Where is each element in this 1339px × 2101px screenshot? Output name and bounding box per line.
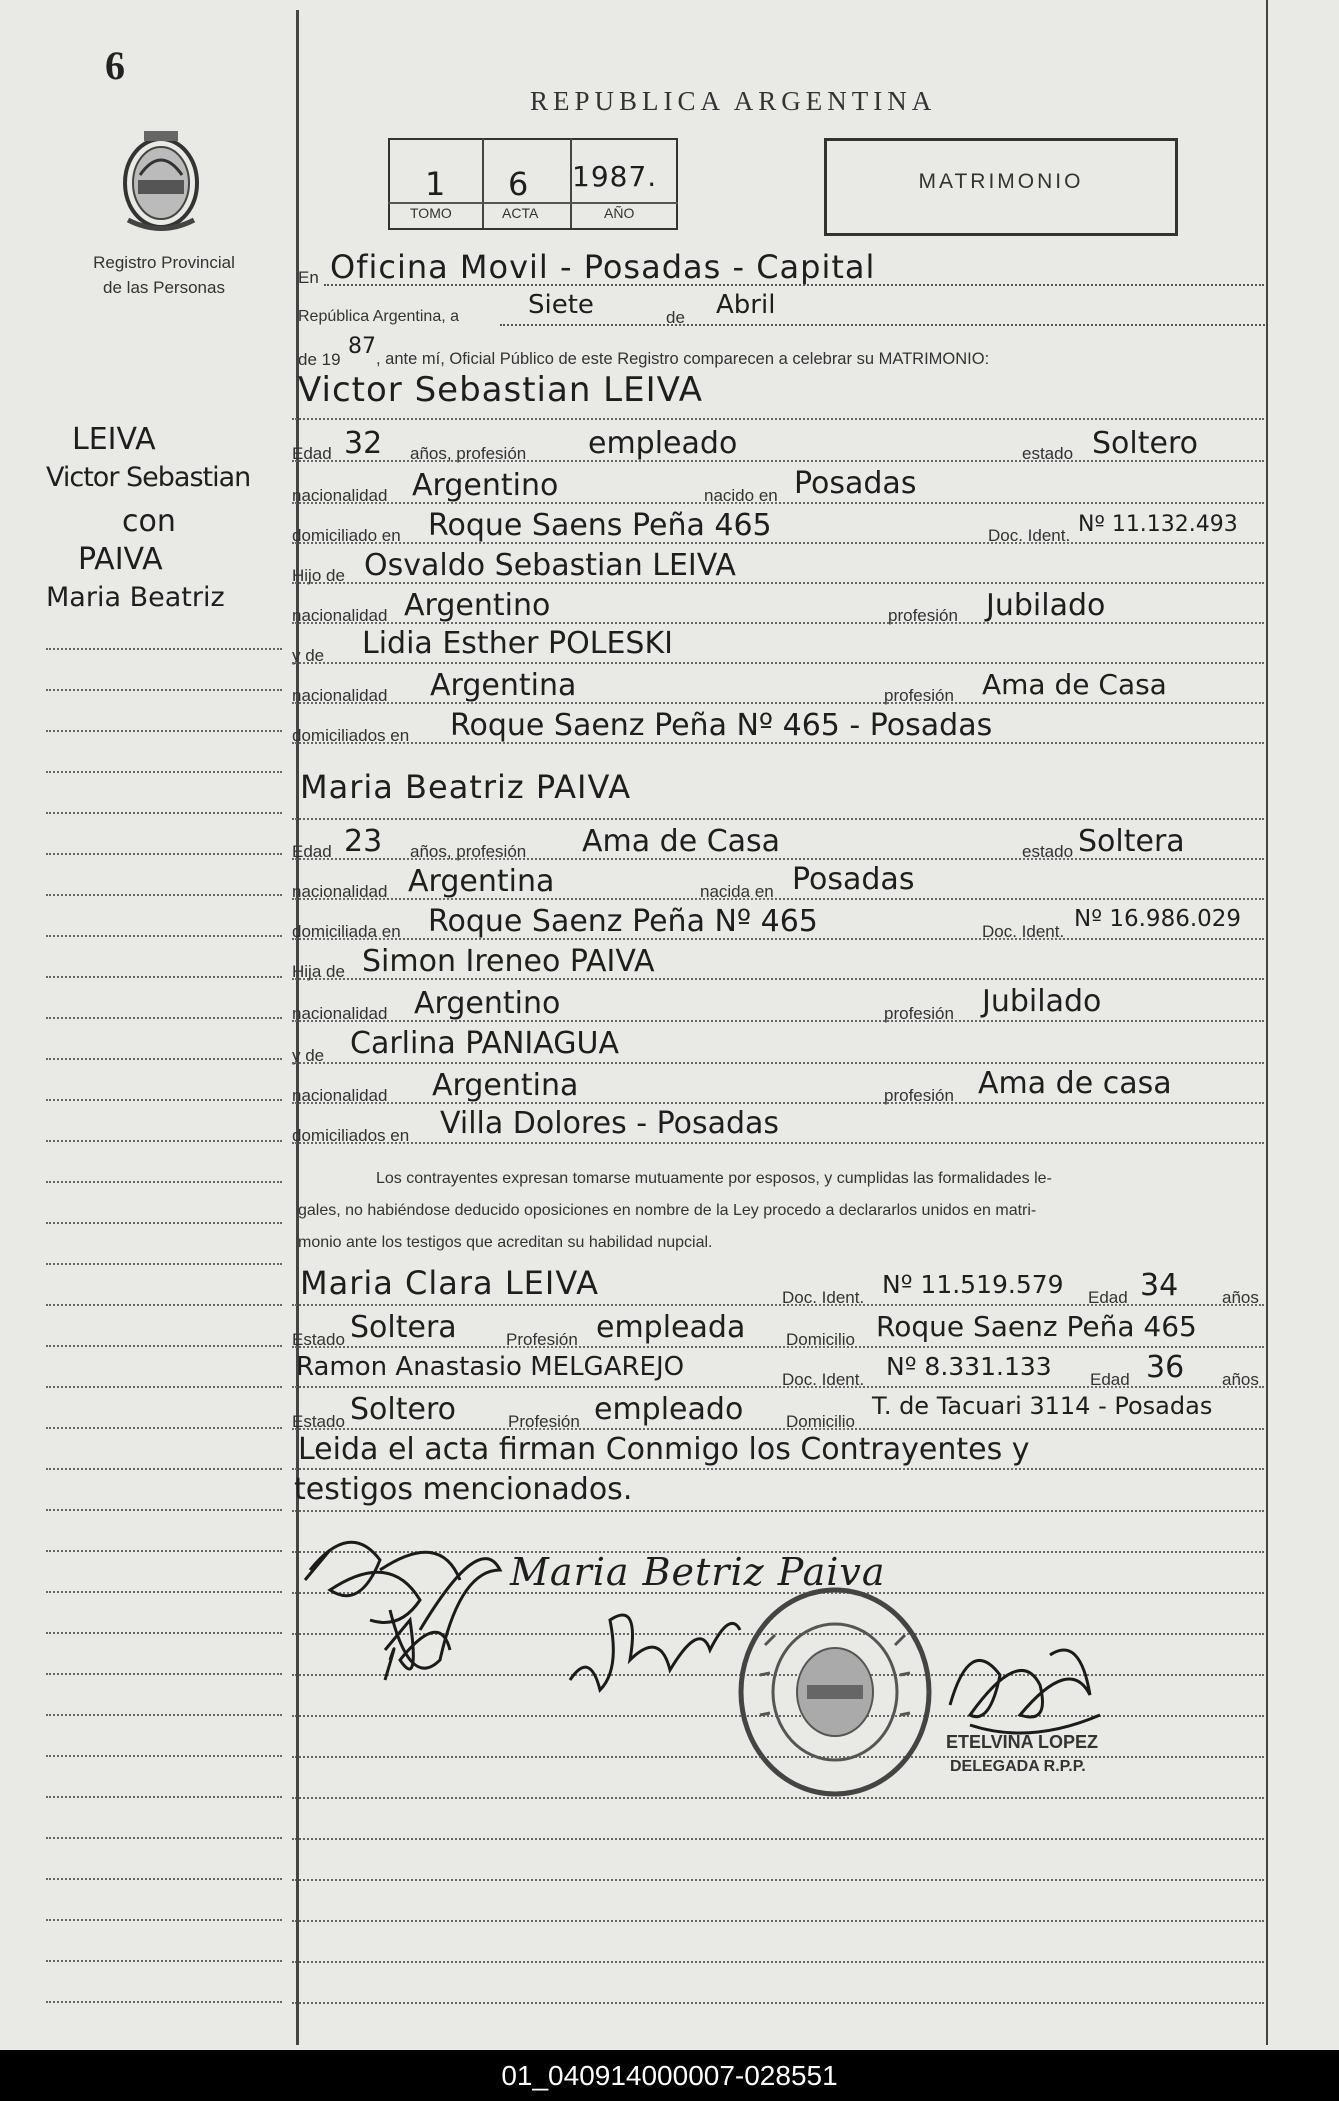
- groom-mother-profession: Ama de Casa: [982, 668, 1167, 701]
- tomo-label: TOMO: [410, 205, 452, 221]
- margin-rule: [46, 1140, 282, 1142]
- margin-rule: [46, 1632, 282, 1634]
- officer-name: ETELVINA LOPEZ: [946, 1732, 1099, 1752]
- country-title: REPUBLICA ARGENTINA: [530, 86, 937, 116]
- bride-anos-label: años, profesión: [410, 842, 527, 861]
- acta-label: ACTA: [502, 205, 539, 221]
- margin-rule: [46, 976, 282, 978]
- margin-rule: [46, 1222, 282, 1224]
- statement: , ante mí, Oficial Público de este Registro comparecen a celebrar su MATRIMONIO:: [376, 350, 990, 368]
- margin-rule: [46, 689, 282, 691]
- margin-rule: [46, 894, 282, 896]
- margin-rule: [46, 1427, 282, 1429]
- year-prefix: de 19: [298, 350, 341, 369]
- margin-rule: [46, 730, 282, 732]
- margin-rule: [46, 1714, 282, 1716]
- bride-name-line: [292, 818, 1264, 820]
- margin-rule: [46, 1386, 282, 1388]
- bride-domiciliados-label: domiciliados en: [292, 1126, 410, 1145]
- bride-nat-line: [292, 898, 1264, 900]
- place-line: [324, 284, 1264, 286]
- bride-father-nationality: Argentino: [414, 986, 561, 1021]
- groom-mother-nat-line: [292, 702, 1264, 704]
- groom-name: Victor Sebastian LEIVA: [298, 370, 703, 410]
- groom-father-prof-label: profesión: [888, 606, 958, 625]
- bride-nacida-label: nacida en: [700, 882, 774, 901]
- groom-doc: Nº 11.132.493: [1078, 512, 1238, 537]
- bride-nacionalidad-label: nacionalidad: [292, 882, 388, 901]
- margin-note-surname: LEIVA: [72, 422, 156, 457]
- registry-line-1: Registro Provincial: [93, 253, 235, 272]
- page-number: 6: [105, 43, 125, 88]
- bride-father-nac-label: nacionalidad: [292, 1004, 388, 1023]
- margin-rule: [46, 1837, 282, 1839]
- bride-profession: Ama de Casa: [582, 824, 781, 859]
- witness2-anos-label: años: [1222, 1370, 1259, 1389]
- date-line: [500, 324, 1265, 326]
- witness1-edad-label: Edad: [1088, 1288, 1128, 1307]
- witness2-estado-label: Estado: [292, 1412, 345, 1431]
- groom-nationality: Argentino: [412, 468, 559, 503]
- margin-rule: [46, 1304, 282, 1306]
- year-suffix: 87: [348, 334, 376, 359]
- witness2-edad-label: Edad: [1090, 1370, 1130, 1389]
- bride-name: Maria Beatriz PAIVA: [300, 768, 632, 806]
- witness1-status: Soltera: [350, 1310, 457, 1345]
- witness1-name: Maria Clara LEIVA: [300, 1264, 600, 1302]
- witness1-estado-label: Estado: [292, 1330, 345, 1349]
- body-rule: [292, 1838, 1264, 1840]
- groom-name-line: [292, 418, 1264, 420]
- bride-dom-line: [292, 938, 1264, 940]
- groom-edad-label: Edad: [292, 444, 332, 463]
- groom-status: Soltero: [1092, 426, 1198, 461]
- bride-father: Simon Ireneo PAIVA: [362, 944, 655, 979]
- closing-line-1: Leida el acta firman Conmigo los Contrayentes y: [298, 1432, 1030, 1467]
- registry-name: [70, 250, 258, 300]
- margin-rule: [46, 1058, 282, 1060]
- margin-rule: [46, 1796, 282, 1798]
- margin-rule: [46, 2001, 282, 2003]
- margin-rule: [46, 1468, 282, 1470]
- groom-parents-line: [292, 742, 1264, 744]
- witness2-doc-label: Doc. Ident.: [782, 1370, 865, 1389]
- bride-status: Soltera: [1078, 824, 1185, 859]
- witness2-line-2: [292, 1428, 1264, 1430]
- bride-address: Roque Saenz Peña Nº 465: [428, 904, 818, 939]
- officer-title: DELEGADA R.P.P.: [950, 1758, 1086, 1775]
- margin-rule: [46, 812, 282, 814]
- month: Abril: [716, 290, 776, 320]
- bride-mother-prof-label: profesión: [884, 1086, 954, 1105]
- body-rule: [292, 1879, 1264, 1881]
- groom-mother-prof-label: profesión: [884, 686, 954, 705]
- witness2-line: [292, 1386, 1264, 1388]
- republic-label: República Argentina, a: [298, 308, 459, 325]
- witness2-status: Soltero: [350, 1392, 456, 1427]
- bride-age-line: [292, 858, 1264, 860]
- body-rule: [292, 2002, 1264, 2004]
- declaration-line-2: gales, no habiéndose deducido oposiciones en nombre de la Ley procedo a declararlos unidos en matri-: [298, 1202, 1037, 1219]
- groom-anos-label: años, profesión: [410, 444, 527, 463]
- margin-note-bride-surname: PAIVA: [78, 542, 163, 577]
- acta-value: 6: [508, 165, 530, 203]
- groom-mother-nac-label: nacionalidad: [292, 686, 388, 705]
- margin-note-con: con: [122, 504, 176, 539]
- witness1-profession: empleada: [596, 1310, 746, 1345]
- closing-line-1-rule: [292, 1468, 1264, 1470]
- margin-rule: [46, 1345, 282, 1347]
- groom-domiciliado-label: domiciliado en: [292, 526, 401, 545]
- declaration-line-3: monio ante los testigos que acreditan su habilidad nupcial.: [298, 1234, 713, 1251]
- margin-rule: [46, 1591, 282, 1593]
- witness2-dom-label: Domicilio: [786, 1412, 855, 1431]
- groom-father-nat-line: [292, 622, 1264, 624]
- witness1-doc: Nº 11.519.579: [882, 1270, 1064, 1299]
- bride-father-nat-line: [292, 1020, 1264, 1022]
- witness2-age: 36: [1146, 1350, 1185, 1385]
- margin-rule: [46, 771, 282, 773]
- groom-domiciliados-label: domiciliados en: [292, 726, 410, 745]
- groom-age-line: [292, 460, 1264, 462]
- margin-rule: [46, 1263, 282, 1265]
- bride-mother: Carlina PANIAGUA: [350, 1026, 619, 1061]
- bride-doc-label: Doc. Ident.: [982, 922, 1065, 941]
- footer-id: 01_040914000007-028551: [0, 2050, 1339, 2101]
- en-label: En: [298, 268, 319, 287]
- bride-father-profession: Jubilado: [982, 984, 1102, 1019]
- bride-yde-label: y de: [292, 1046, 325, 1065]
- groom-nacido-label: nacido en: [704, 486, 778, 505]
- witness1-line: [292, 1304, 1264, 1306]
- body-rule: [292, 1961, 1264, 1963]
- groom-mother-nationality: Argentina: [430, 668, 577, 703]
- margin-rule: [46, 1550, 282, 1552]
- groom-hijo-label: Hijo de: [292, 566, 345, 585]
- groom-doc-label: Doc. Ident.: [988, 526, 1071, 545]
- bride-father-line: [292, 978, 1264, 980]
- bride-signature: Maria Betriz Paiva: [510, 1550, 886, 1594]
- groom-father-profession: Jubilado: [986, 588, 1106, 623]
- groom-mother: Lidia Esther POLESKI: [362, 626, 673, 661]
- witness2-prof-label: Profesión: [508, 1412, 580, 1431]
- closing-line-2: testigos mencionados.: [294, 1472, 633, 1507]
- body-rule: [292, 1920, 1264, 1922]
- witness2-doc: Nº 8.331.133: [886, 1352, 1052, 1381]
- groom-address: Roque Saens Peña 465: [428, 508, 772, 543]
- tomo-value: 1: [425, 165, 447, 203]
- bride-parents-line: [292, 1142, 1264, 1144]
- witness2-name: Ramon Anastasio MELGAREJO: [296, 1352, 685, 1382]
- groom-nat-line: [292, 502, 1264, 504]
- margin-rule: [46, 1099, 282, 1101]
- margin-rule: [46, 1919, 282, 1921]
- margin-rule: [46, 1673, 282, 1675]
- margin-rule: [46, 648, 282, 650]
- groom-father-line: [292, 582, 1264, 584]
- ano-label: AÑO: [604, 205, 635, 221]
- margin-rule: [46, 1181, 282, 1183]
- witness1-age: 34: [1140, 1268, 1179, 1303]
- bride-hija-label: Hija de: [292, 962, 345, 981]
- margin-rule: [46, 1755, 282, 1757]
- bride-edad-label: Edad: [292, 842, 332, 861]
- bride-mother-line: [292, 1062, 1264, 1064]
- margin-note-bride-name: Maria Beatriz: [46, 582, 225, 613]
- bride-mother-profession: Ama de casa: [978, 1066, 1172, 1101]
- margin-rule: [46, 1878, 282, 1880]
- groom-estado-label: estado: [1022, 444, 1074, 463]
- groom-father-nationality: Argentino: [404, 588, 551, 623]
- witness1-doc-label: Doc. Ident.: [782, 1288, 865, 1307]
- groom-profession: empleado: [588, 426, 738, 461]
- margin-note-given-name: Victor Sebastian: [46, 462, 251, 493]
- witness1-anos-label: años: [1222, 1288, 1259, 1307]
- day-de-label: de: [666, 308, 685, 327]
- bride-domiciliada-label: domiciliada en: [292, 922, 401, 941]
- margin-rule: [46, 1960, 282, 1962]
- witness1-line-2: [292, 1346, 1264, 1348]
- groom-nacionalidad-label: nacionalidad: [292, 486, 388, 505]
- ano-value: 1987.: [572, 160, 658, 193]
- witness1-dom-label: Domicilio: [786, 1330, 855, 1349]
- witness2-address: T. de Tacuari 3114 - Posadas: [872, 1392, 1213, 1420]
- groom-father: Osvaldo Sebastian LEIVA: [364, 548, 736, 583]
- witness2-profession: empleado: [594, 1392, 744, 1427]
- margin-rule: [46, 935, 282, 937]
- margin-rule: [46, 1509, 282, 1511]
- groom-birthplace: Posadas: [794, 466, 917, 501]
- registry-line-2: de las Personas: [103, 278, 225, 297]
- bride-age: 23: [344, 824, 383, 859]
- day: Siete: [528, 290, 594, 320]
- bride-mother-nat-line: [292, 1102, 1264, 1104]
- bride-mother-nac-label: nacionalidad: [292, 1086, 388, 1105]
- groom-yde-label: y de: [292, 646, 325, 665]
- groom-signature-icon: [290, 1510, 530, 1700]
- coat-of-arms-icon: [118, 125, 204, 235]
- bride-father-prof-label: profesión: [884, 1004, 954, 1023]
- witness1-address: Roque Saenz Peña 465: [876, 1310, 1197, 1343]
- witness-signature-icon: [560, 1590, 760, 1700]
- groom-age: 32: [344, 426, 383, 461]
- bride-estado-label: estado: [1022, 842, 1074, 861]
- place: Oficina Movil - Posadas - Capital: [330, 248, 876, 286]
- groom-parents-address: Roque Saenz Peña Nº 465 - Posadas: [450, 708, 993, 743]
- margin-rule: [46, 853, 282, 855]
- volume-box-divider-1: [482, 138, 484, 228]
- witness1-prof-label: Profesión: [506, 1330, 578, 1349]
- bride-parents-address: Villa Dolores - Posadas: [440, 1106, 780, 1141]
- margin-rule: [46, 1017, 282, 1019]
- bride-birthplace: Posadas: [792, 862, 915, 897]
- record-type: MATRIMONIO: [918, 170, 1084, 193]
- bride-nationality: Argentina: [408, 864, 555, 899]
- right-border: [1266, 0, 1268, 2045]
- bride-doc: Nº 16.986.029: [1074, 906, 1242, 932]
- declaration-line-1: Los contrayentes expresan tomarse mutuamente por esposos, y cumplidas las formalidades le-: [376, 1170, 1052, 1187]
- groom-dom-line: [292, 542, 1264, 544]
- groom-mother-line: [292, 662, 1264, 664]
- groom-father-nac-label: nacionalidad: [292, 606, 388, 625]
- official-seal-icon: [735, 1585, 935, 1800]
- bride-mother-nationality: Argentina: [432, 1068, 579, 1103]
